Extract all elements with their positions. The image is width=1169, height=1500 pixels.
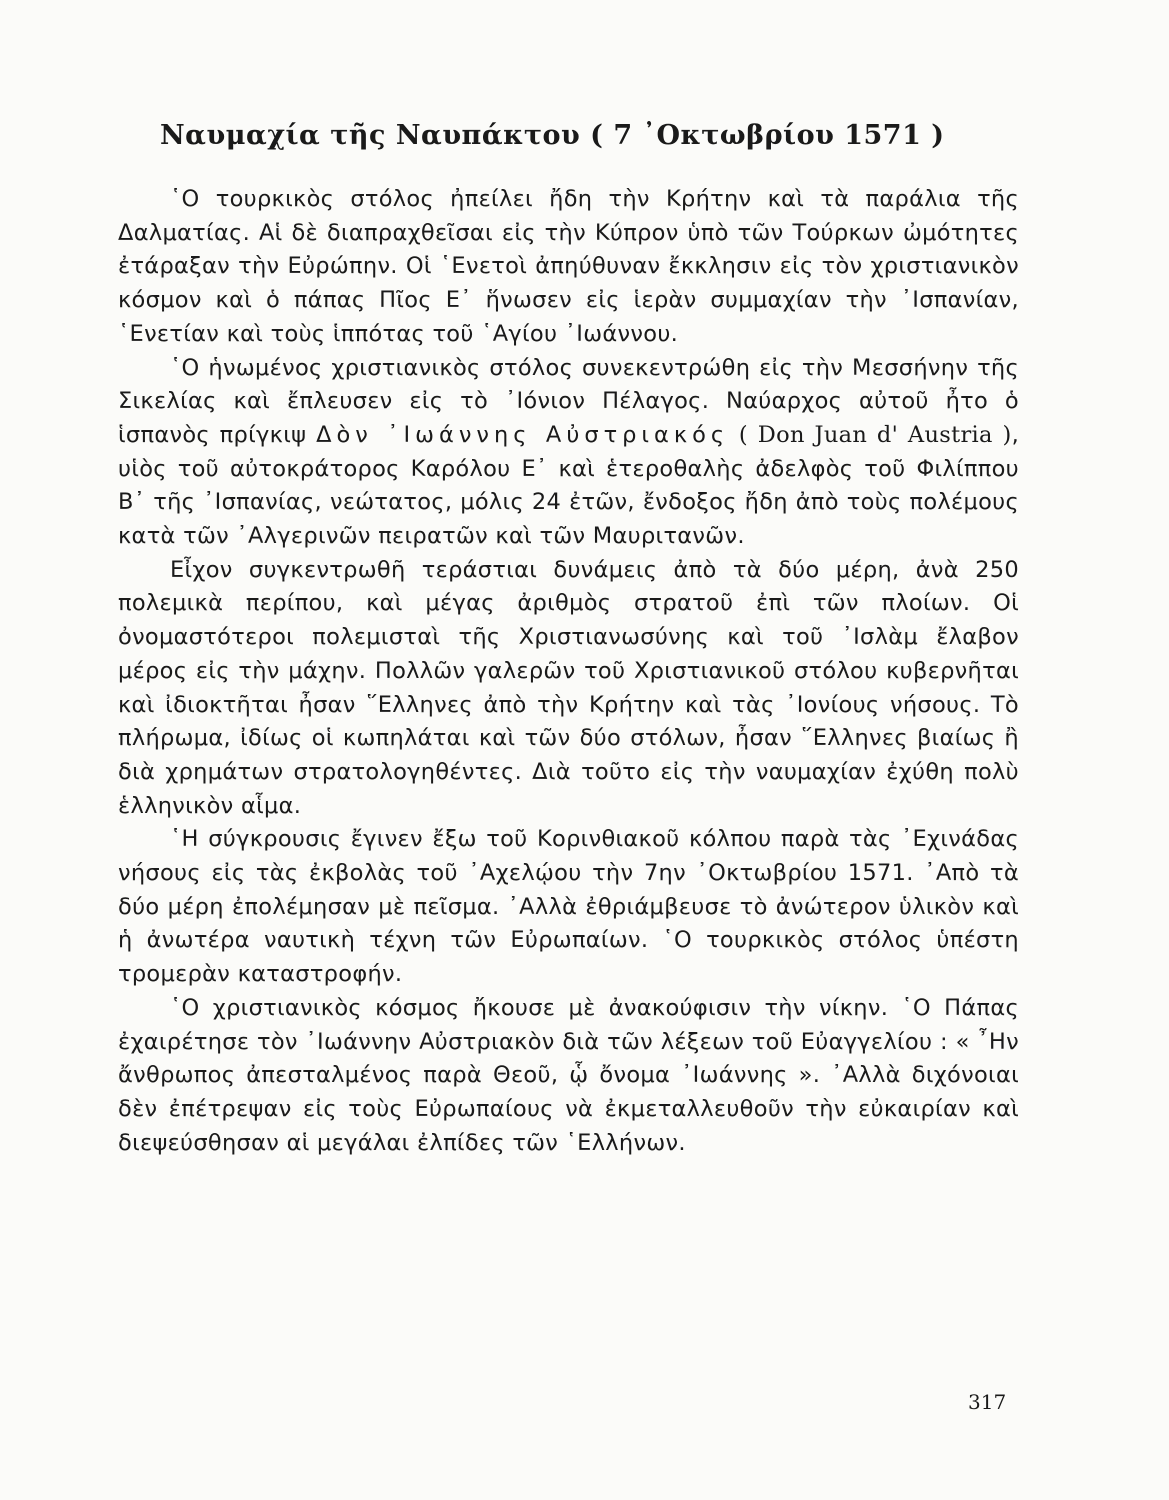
paragraph-2 [118, 352, 1019, 554]
paragraph-5: ῾Ο χριστιανικὸς κόσμος ἤκουσε μὲ ἀνακούφισιν τὴν νίκην. ῾Ο Πάπας ἐχαιρέτησε τὸν ᾿Ιωάννην Αὐστριακὸν διὰ τῶν λέξεων τοῦ Εὐαγγελίου : « ῏Ην ἄνθρωπος ἀπεσταλμένος παρὰ Θεοῦ, ᾧ ὄνομα ᾿Ιωάννης ». ᾿Αλλὰ διχόνοιαι δὲν ἐπέτρεψαν εἰς τοὺς Εὐρωπαίους νὰ ἐκμεταλλευθοῦν τὴν εὐκαιρίαν καὶ διεψεύσθησαν αἱ μεγάλαι ἐλπίδες τῶν ῾Ελλήνων. [118, 994, 1019, 1156]
paragraph-3: Εἶχον συγκεντρωθῆ τεράστιαι δυνάμεις ἀπὸ τὰ δύο μέρη, ἀνὰ 250 πολεμικὰ περίπου, καὶ μέγας ἀριθμὸς στρατοῦ ἐπὶ τῶν πλοίων. Οἱ ὀνομαστότεροι πολεμισταὶ τῆς Χριστιανωσύνης καὶ τοῦ ᾿Ισλὰμ ἔλαβον μέρος εἰς τὴν μάχην. Πολλῶν γαλερῶν τοῦ Χριστιανικοῦ στόλου κυβερνῆται καὶ ἰδιοκτῆται ἦσαν ῞Ελληνες ἀπὸ τὴν Κρήτην καὶ τὰς ᾿Ιονίους νήσους. Τὸ πλήρωμα, ἰδίως οἱ κωπηλάται καὶ τῶν δύο στόλων, ἦσαν ῞Ελληνες βιαίως ἢ διὰ χρημάτων στρατολογηθέντες. Διὰ τοῦτο εἰς τὴν ναυμαχίαν ἐχύθη πολὺ ἑλληνικὸν αἷμα. [118, 556, 1019, 819]
paragraph-2-text-after: , υἱὸς τοῦ αὐτοκράτορος Καρόλου Ε᾿ καὶ ἑτεροθαλὴς ἀδελφὸς τοῦ Φιλίππου Β᾿ τῆς ᾿Ισπανίας, νεώτατος, μόλις 24 ἐτῶν, ἔνδοξος ἤδη ἀπὸ τοὺς πολέμους κατὰ τῶν ᾿Αλγερινῶν πειρατῶν καὶ τῶν Μαυριτανῶν. [118, 421, 1020, 550]
paragraph-4: ῾Η σύγκρουσις ἔγινεν ἔξω τοῦ Κορινθιακοῦ κόλπου παρὰ τὰς ᾿Εχινάδας νήσους εἰς τὰς ἐκβολὰς τοῦ ᾿Αχελῴου τὴν 7ην ᾿Οκτωβρίου 1571. ᾿Απὸ τὰ δύο μέρη ἐπολέμησαν μὲ πεῖσμα. ᾿Αλλὰ ἐθριάμβευσε τὸ ἀνώτερον ὑλικὸν καὶ ἡ ἀνωτέρα ναυτικὴ τέχνη τῶν Εὐρωπαίων. ῾Ο τουρκικὸς στόλος ὑπέστη τρομερὰν καταστροφήν. [118, 826, 1019, 988]
page-number: 317 [968, 1390, 1007, 1414]
paragraph-2-text-before: ῾Ο ἡνωμένος χριστιανικὸς στόλος συνεκεντρώθη εἰς τὴν Μεσσήνην τῆς Σικελίας καὶ ἔπλευσεν εἰς τὸ ᾿Ιόνιον Πέλαγος. Ναύαρχος αὐτοῦ ἦτο ὁ ἱσπανὸς πρίγκιψ [118, 354, 1019, 448]
body-text [118, 183, 1019, 1160]
admiral-name-greek: Δὸν ᾿Ιωάννης Αὐστριακός [316, 421, 730, 448]
admiral-name-latin: ( Don Juan d' Austria ) [738, 421, 1012, 448]
paragraph-1: ῾Ο τουρκικὸς στόλος ἠπείλει ἤδη τὴν Κρήτην καὶ τὰ παράλια τῆς Δαλματίας. Αἱ δὲ διαπραχθεῖσαι εἰς τὴν Κύπρον ὑπὸ τῶν Τούρκων ὠμότητες ἐτάραξαν τὴν Εὐρώπην. Οἱ ῾Ενετοὶ ἀπηύθυναν ἔκκλησιν εἰς τὸν χριστιανικὸν κόσμον καὶ ὁ πάπας Πῖος Ε᾿ ἥνωσεν εἰς ἱερὰν συμμαχίαν τὴν ᾿Ισπανίαν, ῾Ενετίαν καὶ τοὺς ἱππότας τοῦ ῾Αγίου ᾿Ιωάννου. [118, 186, 1019, 347]
chapter-title: Ναυμαχία τῆς Ναυπάκτου ( 7 ᾿Οκτωβρίου 1571 ) [160, 120, 945, 151]
